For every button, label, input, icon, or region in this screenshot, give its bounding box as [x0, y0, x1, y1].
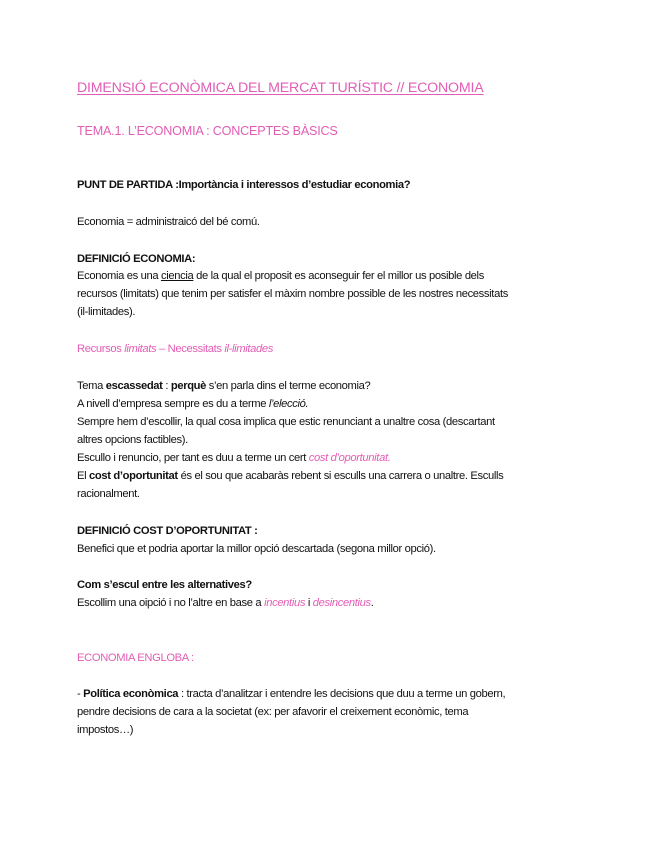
punt-label: PUNT DE PARTIDA :	[77, 179, 179, 191]
punt-text: Importància i interessos d’estudiar economia?	[178, 179, 411, 191]
punt-de-partida	[77, 179, 410, 191]
alternatives-heading: Com s’escul entre les alternatives?	[77, 579, 252, 591]
text-run: Tema	[77, 380, 106, 392]
text-run: s’en parla dins el terme economia?	[206, 380, 371, 392]
politica-line-1	[77, 688, 505, 700]
bold-text: cost d’oportunitat	[89, 470, 178, 482]
economia-definition-short: Economia = administraicó del bé comú.	[77, 216, 260, 228]
politica-line-3: impostos…)	[77, 724, 134, 736]
text-run: : tracta d’analitzar i entendre les decisions que duu a terme un gobern,	[178, 688, 506, 700]
italic-accent-text: cost d’oportunitat.	[308, 452, 391, 464]
text-run: El	[77, 470, 90, 482]
text-run: .	[370, 597, 374, 609]
text-run: :	[162, 380, 171, 392]
text-run: Escollim una oipció i no l’altre en base a	[77, 597, 265, 609]
text-run: Economia es una	[77, 270, 161, 282]
escassedat-line-4: altres opcions factibles).	[77, 434, 188, 446]
text-run: -	[77, 688, 84, 700]
italic-text: l’elecció.	[268, 398, 309, 410]
definicio-line-3: (il-limitades).	[77, 306, 136, 318]
bold-text: Política econòmica	[83, 688, 179, 700]
document-title: DIMENSIÓ ECONÒMICA DEL MERCAT TURÍSTIC // ECONOMIA	[77, 80, 484, 96]
text-run: és el sou que acabaràs rebent si esculls una carrera o unaltre. Esculls	[177, 470, 504, 482]
cost-oportunitat-heading: DEFINICIÓ COST D’OPORTUNITAT :	[77, 525, 258, 537]
italic-accent-text: desincentius	[312, 597, 371, 609]
underlined-word: ciencia	[160, 270, 194, 282]
text-run: de la qual el proposit es aconseguir fer el millor us posible dels	[193, 270, 484, 282]
text-run: i	[305, 597, 313, 609]
italic-text: limitats	[124, 343, 157, 355]
economia-engloba-heading: ECONOMIA ENGLOBA :	[77, 652, 194, 664]
italic-text: il-limitades	[224, 343, 273, 355]
italic-accent-text: incentius	[264, 597, 306, 609]
alternatives-text	[77, 597, 374, 609]
tema-heading: TEMA.1. L’ECONOMIA : CONCEPTES BÀSICS	[77, 124, 338, 138]
bold-text: perquè	[170, 380, 207, 392]
politica-line-2: pendre decisions de cara a la societat (ex: per afavorir el creixement econòmic, tema	[77, 706, 469, 718]
definicio-line-1	[77, 270, 484, 282]
text-run: A nivell d’empresa sempre es du a terme	[77, 398, 269, 410]
recursos-necessitats	[77, 343, 273, 355]
escassedat-line-2	[77, 398, 308, 410]
text-run: Escullo i renuncio, per tant es duu a terme un cert	[77, 452, 309, 464]
definicio-economia-heading: DEFINICIÓ ECONOMIA:	[77, 253, 196, 265]
definicio-line-2: recursos (limitats) que tenim per satisfer el màxim nombre possible de les nostres necessitats	[77, 288, 508, 300]
escassedat-line-3: Sempre hem d’escollir, la qual cosa implica que estic renunciant a unaltre cosa (descartant	[77, 416, 495, 428]
bold-text: escassedat	[105, 380, 163, 392]
escassedat-line-6	[77, 470, 503, 482]
text-run: Recursos	[77, 343, 125, 355]
escassedat-line-5	[77, 452, 390, 464]
escassedat-line-1	[77, 380, 370, 392]
text-run: – Necessitats	[156, 343, 225, 355]
escassedat-line-7: racionalment.	[77, 488, 140, 500]
cost-oportunitat-text: Benefici que et podria aportar la millor opció descartada (segona millor opció).	[77, 543, 436, 555]
